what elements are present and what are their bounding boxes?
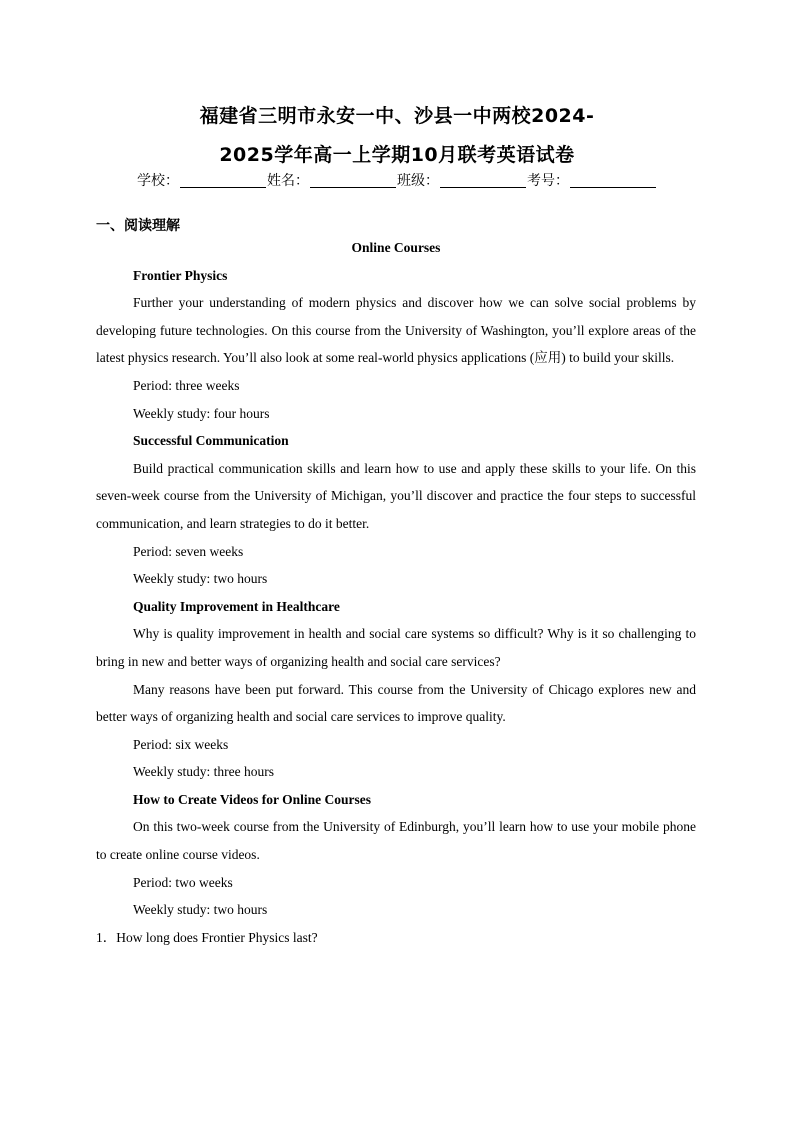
course-period: Period: seven weeks [133, 543, 244, 559]
course-paragraph: Further your understanding of modern physics and discover how we can solve social problems by developing future technologies. On this course from the University of Washington, you’ll explore areas of the latest physics research. You’ll also look at some real-world physics applications (应用) to build your skills. [96, 295, 696, 366]
student-info-row [0, 170, 794, 190]
school-blank[interactable] [180, 173, 266, 188]
course-successful-communication [96, 427, 696, 593]
name-blank[interactable] [310, 173, 396, 188]
course-title: Quality Improvement in Healthcare [133, 598, 340, 614]
course-period: Period: two weeks [133, 874, 233, 890]
course-period: Period: three weeks [133, 377, 240, 393]
name-label: 姓名： [267, 173, 309, 189]
course-weekly-study: Weekly study: three hours [133, 764, 275, 780]
passage-title: Online Courses [351, 240, 441, 255]
course-title: Successful Communication [133, 433, 289, 449]
course-quality-improvement [96, 593, 696, 786]
course-title: How to Create Videos for Online Courses [133, 791, 371, 807]
class-blank[interactable] [440, 173, 526, 188]
course-frontier-physics [96, 262, 696, 428]
exam-no-label: 考号： [527, 173, 569, 189]
reading-passage [96, 234, 696, 951]
class-label: 班级： [397, 173, 439, 189]
course-paragraph: Build practical communication skills and learn how to use and apply these skills to your life. On this seven-week course from the University of Michigan, you’ll discover and practice the four steps to successful communication, and learn strategies to do it better. [96, 460, 696, 531]
school-label: 学校： [137, 173, 179, 189]
course-create-videos [96, 786, 696, 924]
course-weekly-study: Weekly study: four hours [133, 405, 270, 421]
course-period: Period: six weeks [133, 736, 229, 752]
section-heading: 一、阅读理解 [96, 218, 180, 234]
course-paragraph: Why is quality improvement in health and social care systems so difficult? Why is it so challenging to bring in new and better ways of organizing health and social care services? [96, 626, 696, 669]
course-weekly-study: Weekly study: two hours [133, 902, 268, 918]
question-1: 1．How long does Frontier Physics last? [96, 929, 318, 945]
exam-title-line-1: 福建省三明市永安一中、沙县一中两校2024- [199, 105, 595, 127]
course-paragraph: Many reasons have been put forward. This course from the University of Chicago explores new and better ways of organizing health and social care services to improve quality. [96, 681, 696, 725]
course-weekly-study: Weekly study: two hours [133, 571, 268, 587]
course-title: Frontier Physics [133, 267, 228, 283]
course-paragraph: On this two-week course from the University of Edinburgh, you’ll learn how to use your mobile phone to create online course videos. [96, 819, 696, 863]
exam-title-line-2: 2025学年高一上学期10月联考英语试卷 [219, 144, 575, 166]
exam-no-blank[interactable] [570, 173, 656, 188]
